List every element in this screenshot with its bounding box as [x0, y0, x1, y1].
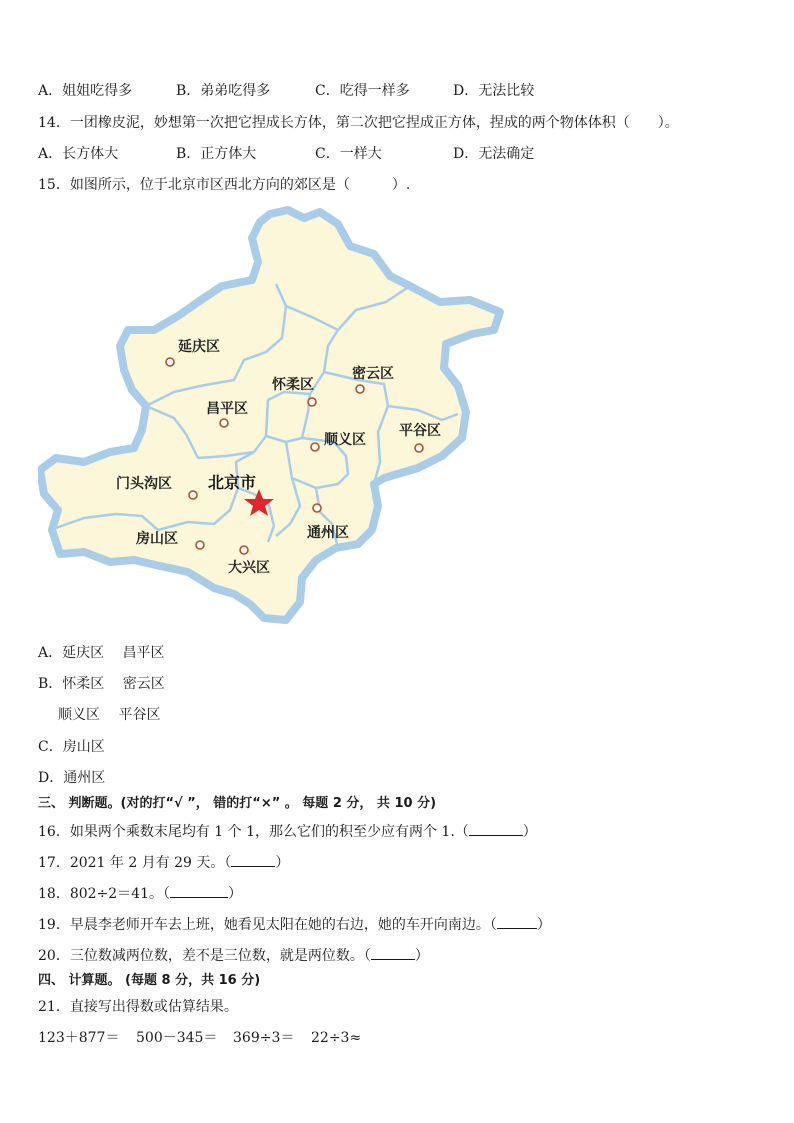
answer-blank-18[interactable] [170, 883, 228, 898]
calc-item-4: 22÷3≈ [311, 1030, 362, 1046]
q21-question: 21．直接写出得数或估算结果。 [38, 999, 238, 1015]
answer-blank-19[interactable] [497, 914, 537, 929]
section4-title: 四、 计算题。 (每题 8 分，共 16 分) [38, 973, 261, 988]
question-17 [38, 852, 289, 872]
question-18-text: 18．802÷2＝41。（ [38, 886, 170, 902]
dot-yanqing [166, 358, 174, 366]
q13-option-a: A．姐姐吃得多 [38, 83, 133, 99]
calc-item-3: 369÷3＝ [233, 1030, 295, 1046]
calc-item-2: 500－345＝ [136, 1030, 218, 1046]
label-beijing: 北京市 [208, 473, 257, 492]
label-shunyi: 顺义区 [324, 432, 366, 448]
q15-option-d: D．通州区 [38, 770, 106, 786]
q15-option-c: C．房山区 [38, 739, 105, 755]
calc-item-1: 123＋877＝ [38, 1030, 120, 1046]
question-18 [38, 883, 242, 903]
question-20-text: 20．三位数减两位数，差不是三位数，就是两位数。（ [38, 948, 371, 964]
q13-option-d: D．无法比较 [453, 83, 535, 99]
label-huairou: 怀柔区 [272, 377, 314, 393]
question-16-close: ） [522, 824, 537, 840]
question-17-close: ） [275, 855, 290, 871]
q14-option-c: C．一样大 [315, 146, 382, 162]
label-miyun: 密云区 [352, 366, 394, 382]
q14-option-b: B．正方体大 [176, 146, 257, 162]
answer-blank-17[interactable] [231, 852, 275, 867]
dot-mentougou [189, 491, 197, 499]
dot-changping [220, 419, 228, 427]
q15-option-a: A．延庆区 昌平区 [38, 645, 165, 661]
answer-blank-16[interactable] [469, 821, 523, 836]
q15-option-b-continued: 顺义区 平谷区 [58, 707, 161, 723]
dot-daxing [240, 546, 248, 554]
answer-blank-20[interactable] [371, 945, 415, 960]
dot-pinggu [415, 444, 423, 452]
question-17-text: 17．2021 年 2 月有 29 天。（ [38, 855, 232, 871]
q14-option-d: D．无法确定 [453, 146, 535, 162]
q15-question: 15．如图所示，位于北京市区西北方向的郊区是（ ）. [38, 177, 411, 193]
q13-option-c: C．吃得一样多 [315, 83, 410, 99]
dot-tongzhou [313, 504, 321, 512]
q15-option-b: B．怀柔区 密云区 [38, 676, 165, 692]
question-18-close: ） [228, 886, 242, 902]
question-16-text: 16．如果两个乘数末尾均有 1 个 1，那么它们的积至少应有两个 1.（ [38, 824, 469, 840]
question-20 [38, 945, 429, 965]
question-20-close: ） [414, 948, 429, 964]
label-yanqing: 延庆区 [178, 339, 220, 355]
dot-shunyi [311, 443, 319, 451]
q14-question: 14．一团橡皮泥，妙想第一次把它捏成长方体，第二次把它捏成正方体，捏成的两个物体体积（ ）。 [38, 115, 679, 131]
question-16 [38, 821, 537, 841]
label-fangshan: 房山区 [136, 531, 178, 547]
question-19-text: 19．早晨李老师开车去上班，她看见太阳在她的右边，她的车开向南边。（ [38, 917, 497, 933]
dot-miyun [356, 385, 364, 393]
dot-fangshan [196, 541, 204, 549]
label-mentougou: 门头沟区 [116, 476, 172, 492]
question-19-close: ） [536, 917, 551, 933]
label-pinggu: 平谷区 [399, 423, 441, 439]
section3-title: 三、 判断题。(对的打“√ ”， 错的打“×” 。 每题 2 分， 共 10 分) [38, 796, 437, 811]
dot-huairou [308, 398, 316, 406]
label-changping: 昌平区 [206, 401, 248, 417]
q13-option-b: B．弟弟吃得多 [176, 83, 271, 99]
q14-option-a: A．长方体大 [38, 146, 119, 162]
question-19 [38, 914, 551, 934]
label-daxing: 大兴区 [228, 560, 270, 576]
label-tongzhou: 通州区 [307, 525, 349, 541]
beijing-district-map [38, 206, 508, 631]
